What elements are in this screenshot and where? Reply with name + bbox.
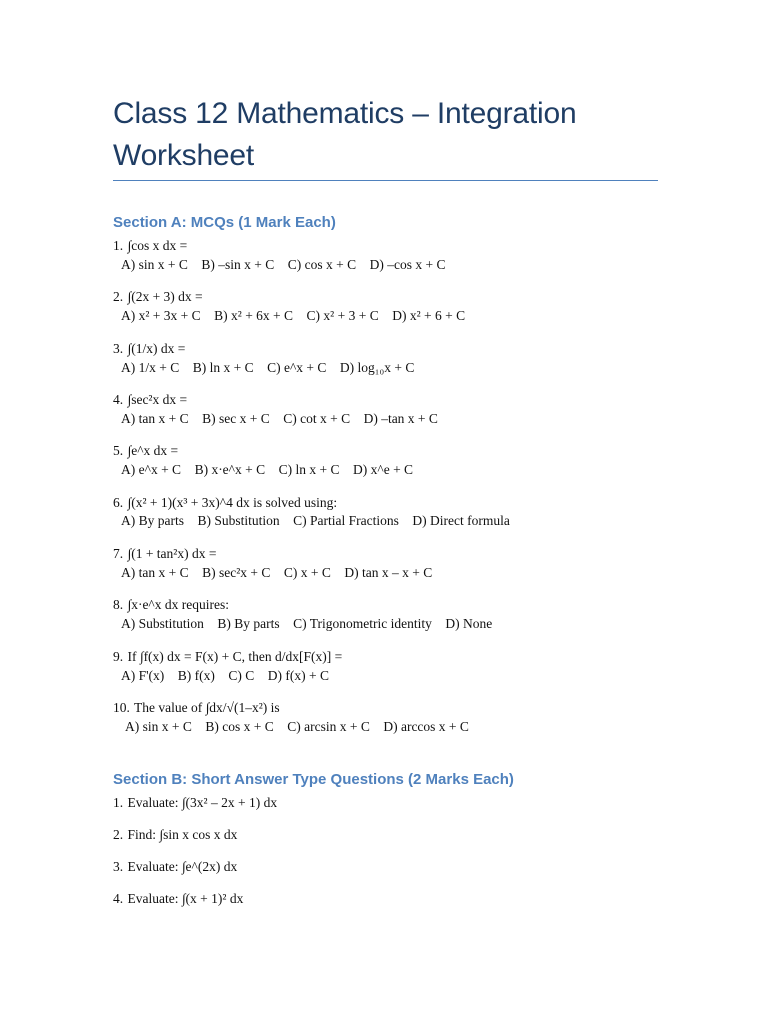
mcq-question-6: 6. ∫(x² + 1)(x³ + 3x)^4 dx is solved using: [113,495,338,510]
mcq-options-8: A) Substitution B) By parts C) Trigonometric identity D) None [121,616,493,631]
short-answer-question-1: 1. Evaluate: ∫(3x² – 2x + 1) dx [113,795,278,810]
mcq-options-6: A) By parts B) Substitution C) Partial Fractions D) Direct formula [121,513,510,528]
section-a-heading: Section A: MCQs (1 Mark Each) [113,214,336,231]
mcq-question-2: 2. ∫(2x + 3) dx = [113,289,203,304]
mcq-options-10: A) sin x + C B) cos x + C C) arcsin x + C D) arccos x + C [125,719,469,734]
mcq-options-9: A) F'(x) B) f(x) C) C D) f(x) + C [121,668,330,683]
short-answer-question-3: 3. Evaluate: ∫e^(2x) dx [113,859,238,874]
mcq-question-1: 1. ∫cos x dx = [113,238,188,253]
title-divider [113,180,658,181]
worksheet-title: Class 12 Mathematics – Integration Worksheet [113,97,577,172]
mcq-question-5: 5. ∫e^x dx = [113,443,179,458]
mcq-options-2: A) x² + 3x + C B) x² + 6x + C C) x² + 3 + C D) x² + 6 + C [121,308,466,323]
mcq-options-3: A) 1/x + C B) ln x + C C) e^x + C D) log₁₀x + C [121,360,415,375]
mcq-question-3: 3. ∫(1/x) dx = [113,341,186,356]
mcq-question-4: 4. ∫sec²x dx = [113,392,188,407]
short-answer-question-2: 2. Find: ∫sin x cos x dx [113,827,238,842]
mcq-question-7: 7. ∫(1 + tan²x) dx = [113,546,217,561]
section-b-heading: Section B: Short Answer Type Questions (2 Marks Each) [113,771,514,788]
mcq-question-9: 9. If ∫f(x) dx = F(x) + C, then d/dx[F(x)] = [113,649,343,664]
mcq-options-4: A) tan x + C B) sec x + C C) cot x + C D) –tan x + C [121,411,438,426]
mcq-options-7: A) tan x + C B) sec²x + C C) x + C D) tan x – x + C [121,565,433,580]
short-answer-question-4: 4. Evaluate: ∫(x + 1)² dx [113,891,244,906]
mcq-options-1: A) sin x + C B) –sin x + C C) cos x + C D) –cos x + C [121,257,446,272]
mcq-question-8: 8. ∫x·e^x dx requires: [113,597,230,612]
mcq-question-10: 10. The value of ∫dx/√(1–x²) is [113,700,280,715]
mcq-options-5: A) e^x + C B) x·e^x + C C) ln x + C D) x^e + C [121,462,414,477]
